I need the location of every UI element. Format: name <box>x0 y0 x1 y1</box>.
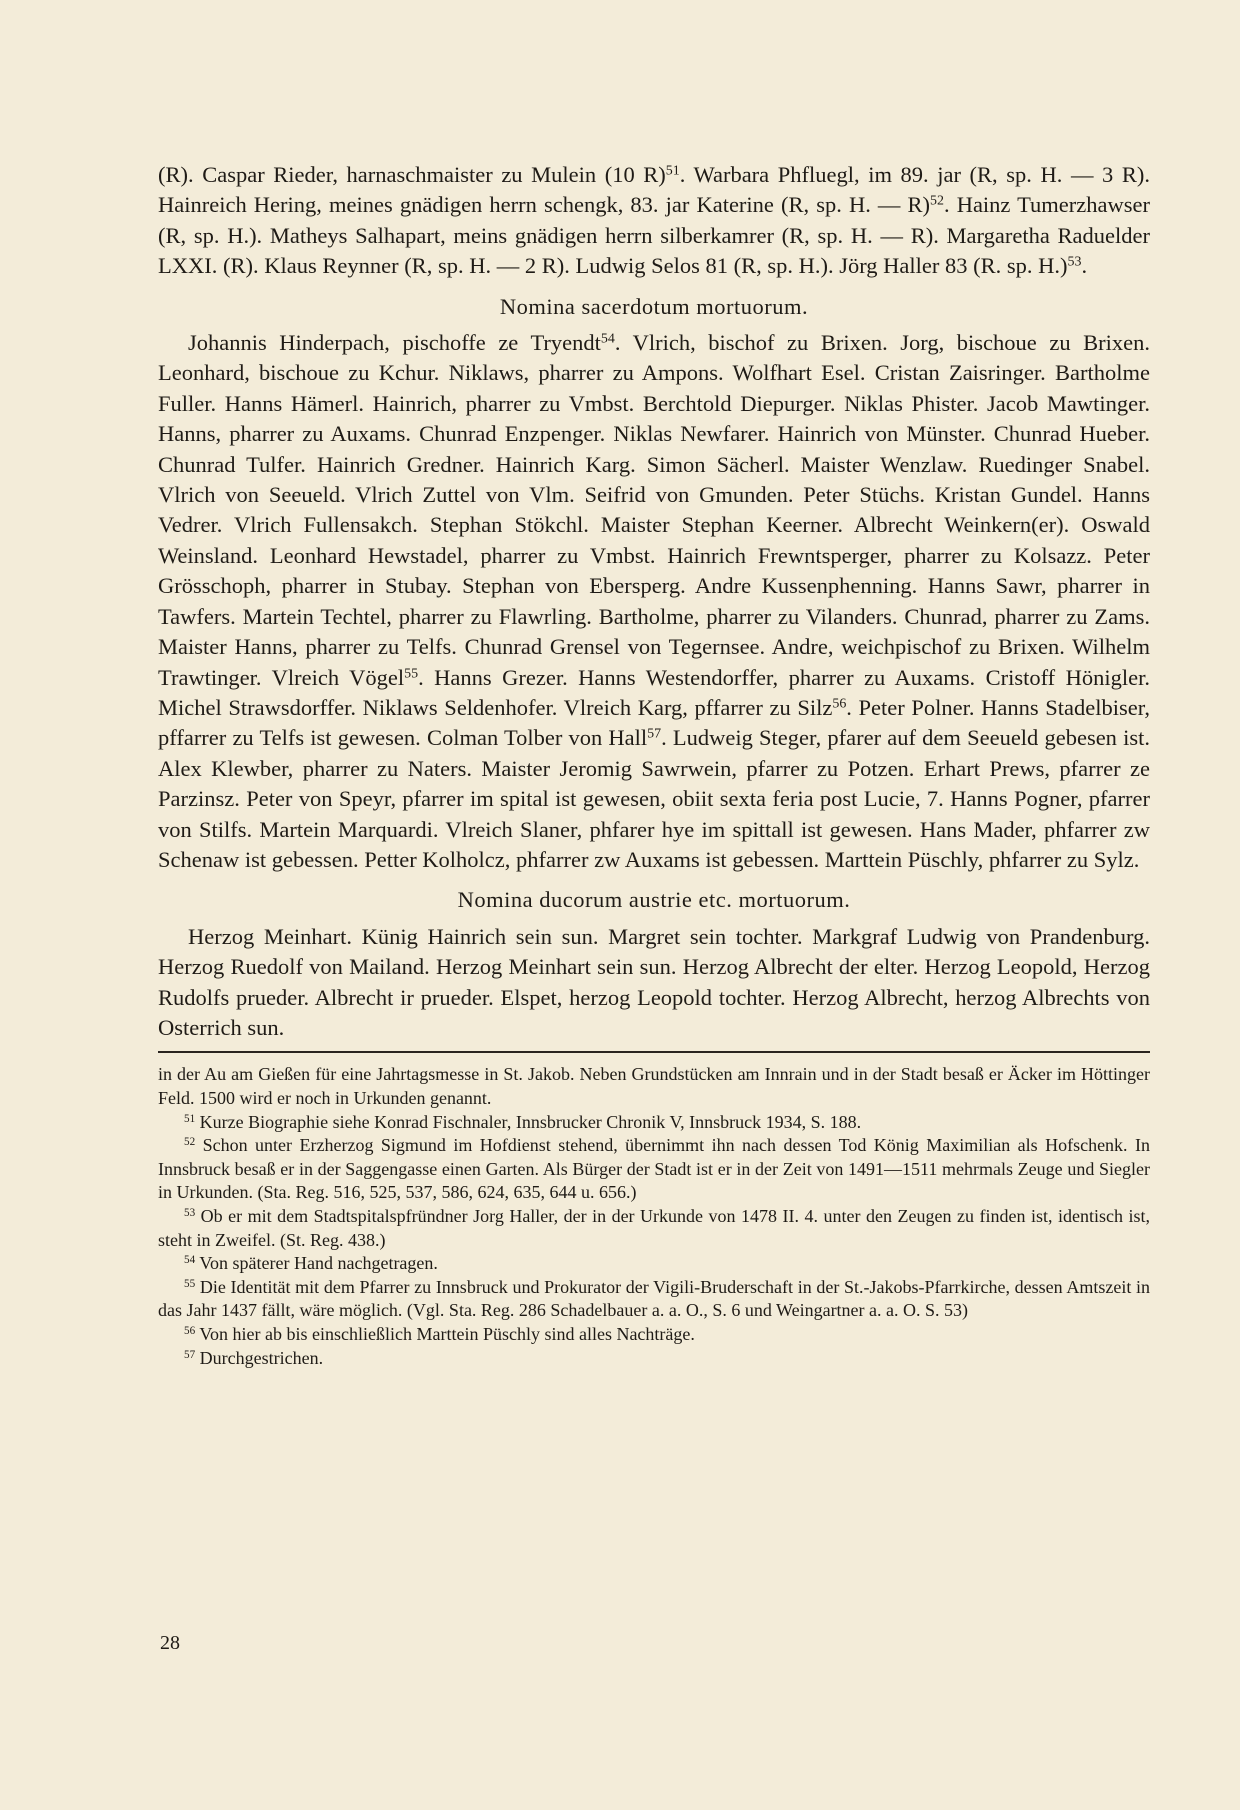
footnote-51 <box>158 1111 1150 1135</box>
footnote-55 <box>158 1276 1150 1323</box>
footnote-56 <box>158 1323 1150 1347</box>
text-segment: Johannis Hinderpach, pischoffe ze Tryendt <box>188 330 601 356</box>
footnote-number: 57 <box>184 1348 196 1361</box>
footnote-text: Ob er mit dem Stadtspitalspfründner Jorg Haller, der in der Urkunde von 1478 II. 4. unter den Zeugen zu finden ist, identisch ist, steht in Zweifel. (St. Reg. 438.) <box>158 1205 1150 1250</box>
footnote-number: 54 <box>184 1254 196 1266</box>
footnote-ref: 55 <box>404 665 419 681</box>
footnote-text: Von späterer Hand nachgetragen. <box>199 1253 438 1274</box>
footnote-number: 53 <box>184 1206 196 1219</box>
text-segment: . Peter Polner. Hanns Stadelbiser, pffarrer zu Telfs ist gewesen. Colman Tolber von Hall <box>158 694 1150 751</box>
footnote-number: 52 <box>184 1136 196 1149</box>
footnote-text: Durchgestrichen. <box>199 1347 324 1368</box>
text-segment: . Ludweig Steger, pfarer auf dem Seeueld gebesen ist. Alex Klewber, pharrer zu Naters. Maister Jeromig Sawrwein, pfarrer zu Potzen. Erhart Prews, pfarrer ze Parzinsz. Peter von Speyr, pfarrer im spital ist gewesen, obiit sexta feria post Lucie, 7. Hanns Pogner, pfarrer von Stilfs. Martein Marquardi. Vlreich Slaner, phfarer hye im spittall ist gewesen. Hans Mader, phfarrer zw Schenaw ist gebessen. Petter Kolholcz, phfarrer zw Auxams ist gebessen. Marttein Püschly, phfarrer zu Sylz. <box>158 725 1150 872</box>
footnote-divider <box>158 1051 1150 1053</box>
text-segment: (R). Caspar Rieder, harnaschmaister zu Mulein (10 R) <box>158 162 666 187</box>
footnotes <box>158 1063 1150 1370</box>
text-segment: . Warbara Phfluegl, im 89. jar (R, sp. H. — 3 R). Hainreich Hering, meines gnädigen herrn schengk, 83. jar Katerine (R, sp. H. — R) <box>158 162 1150 218</box>
footnote-ref: 56 <box>832 696 847 712</box>
footnote-ref: 53 <box>1067 254 1082 270</box>
text-segment: . <box>1081 253 1088 279</box>
section-heading-ducorum: Nomina ducorum austrie etc. mortuorum. <box>457 887 851 913</box>
footnote-number: 56 <box>184 1324 196 1337</box>
footnote-54 <box>158 1252 1150 1276</box>
footnote-ref: 57 <box>647 726 662 742</box>
page-number: 28 <box>160 1632 180 1654</box>
footnote-number: 51 <box>184 1112 196 1125</box>
paragraph-sacerdotum <box>158 328 1150 875</box>
footnote-ref: 54 <box>600 331 615 347</box>
paragraph-ducorum: Herzog Meinhart. Künig Hainrich sein sun. Margret sein tochter. Markgraf Ludwig von Prandenburg. Herzog Ruedolf von Mailand. Herzog Meinhart sein sun. Herzog Albrecht der elter. Herzog Leopold, Herzog Rudolfs prueder. Albrecht ir prueder. Elspet, herzog Leopold tochter. Herzog Albrecht, herzog Albrechts von Osterrich sun. <box>158 923 1150 1040</box>
text-segment: . Vlrich, bischof zu Brixen. Jorg, bischoue zu Brixen. Leonhard, bischoue zu Kchur. Niklaws, pharrer zu Ampons. Wolfhart Esel. Cristan Zaisringer. Bartholme Fuller. Hanns Hämerl. Hainrich, pharrer zu Vmbst. Berchtold Diepurger. Niklas Phister. Jacob Mawtinger. Hanns, pharrer zu Auxams. Chunrad Enzpenger. Niklas Newfarer. Hainrich von Münster. Chunrad Hueber. Chunrad Tulfer. Hainrich Gredner. Hainrich Karg. Simon Sächerl. Maister Wenzlaw. Ruedinger Snabel. Vlrich von Seeueld. Vlrich Zuttel von Vlm. Seifrid von Gmunden. Peter Stüchs. Kristan Gundel. Hanns Vedrer. Vlrich Fullensakch. Stephan Stökchl. Maister Stephan Keerner. Albrecht Weinkern(er). Oswald Weinsland. Leonhard Hewstadel, pharrer zu Vmbst. Hainrich Frewntsperger, pharrer zu Kolsazz. Peter Grösschoph, pharrer in Stubay. Stephan von Ebersperg. Andre Kussenphenning. Hanns Sawr, pharrer in Tawfers. Martein Techtel, pharrer zu Flawrling. Bartholme, pharrer zu Vilanders. Chunrad, pharrer zu Zams. Maister Hanns, pharrer zu Telfs. Chunrad Grensel von Tegernsee. Andre, weichpischof zu Brixen. Wilhelm Trawtinger. Vlreich Vögel <box>158 330 1150 690</box>
section-heading-sacerdotum: Nomina sacerdotum mortuorum. <box>499 293 809 319</box>
footnote-53 <box>158 1205 1150 1252</box>
text-segment: . Hanns Grezer. Hanns Westendorffer, pharrer zu Auxams. Cristoff Hönigler. Michel Strawsdorffer. Niklaws Seldenhofer. Vlreich Karg, pffarrer zu Silz <box>158 664 1151 720</box>
footnote-number: 55 <box>184 1277 196 1290</box>
text-segment: . Hainz Tumerzhawser (R, sp. H.). Matheys Salhapart, meins gnädigen herrn silberkamrer (R, sp. H. — R). Margaretha Raduelder LXXI. (R). Klaus Reynner (R, sp. H. — 2 R). Ludwig Selos 81 (R, sp. H.). Jörg Haller 83 (R. sp. H.) <box>158 192 1150 279</box>
footnote-ref: 51 <box>665 163 680 179</box>
footnote-52 <box>158 1134 1150 1205</box>
footnote-text: Kurze Biographie siehe Konrad Fischnaler, Innsbrucker Chronik V, Innsbruck 1934, S. 188. <box>199 1111 862 1132</box>
footnote-text: Von hier ab bis einschließlich Marttein Püschly sind alles Nachträge. <box>199 1323 695 1344</box>
paragraph-donors <box>158 160 1150 282</box>
footnote-ref: 52 <box>930 193 944 209</box>
footnote-57 <box>158 1347 1150 1371</box>
main-text-block <box>158 160 1150 1370</box>
footnote-continuation: in der Au am Gießen für eine Jahrtagsmesse in St. Jakob. Neben Grundstücken am Innrain und in der Stadt besaß er Äcker im Höttinger Feld. 1500 wird er noch in Urkunden genannt. <box>158 1064 1150 1108</box>
footnote-text: Die Identität mit dem Pfarrer zu Innsbruck und Prokurator der Vigili-Bruderschaft in der St.-Jakobs-Pfarrkirche, dessen Amtszeit in das Jahr 1437 fällt, wäre möglich. (Vgl. Sta. Reg. 286 Schadelbauer a. a. O., S. 6 und Weingartner a. a. O. S. 53) <box>158 1276 1151 1321</box>
footnote-text: Schon unter Erzherzog Sigmund im Hofdienst stehend, übernimmt ihn nach dessen Tod König Maximilian als Hofschenk. In Innsbruck besaß er in der Saggengasse einen Garten. Als Bürger der Stadt ist er in der Zeit von 1491—1511 mehrmals Zeuge und Siegler in Urkunden. (Sta. Reg. 516, 525, 537, 586, 624, 635, 644 u. 656.) <box>158 1135 1151 1203</box>
